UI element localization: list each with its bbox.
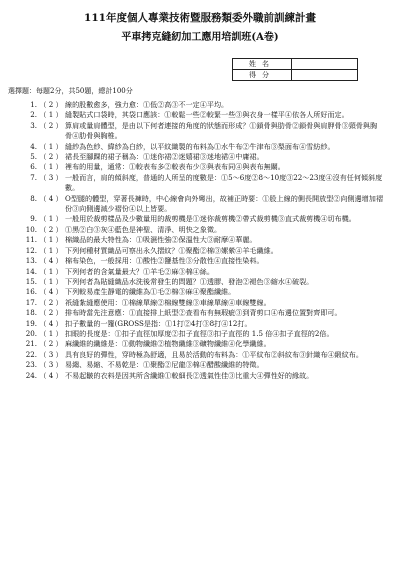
question-number: 17. bbox=[25, 297, 37, 307]
question-text: 下列較易產生靜電的纖維為①毛②棉③麻④聚酯纖維。 bbox=[65, 287, 236, 297]
question-item bbox=[0, 350, 400, 360]
question-text: 具有良好的彈性，穿時極為舒適，且易於活動的布料為：①平紋布②斜紋布③針織布④緞紋布。 bbox=[65, 349, 363, 359]
question-number: 20. bbox=[25, 328, 37, 338]
question-number: 2. bbox=[30, 110, 37, 120]
question-answer: （ 3 ） bbox=[39, 360, 63, 370]
question-answer: （ 2 ） bbox=[39, 339, 63, 349]
question-answer: （ 4 ） bbox=[39, 287, 63, 297]
question-answer: （ 1 ） bbox=[39, 235, 63, 245]
question-text: 易縐、易縮、不易乾是：①聚酯②尼龍③棉④醋酸纖維的特徵。 bbox=[65, 360, 264, 370]
question-item bbox=[0, 214, 400, 224]
question-item bbox=[0, 162, 400, 172]
question-text: 裙長至腳踝的裙子稱為：①迷你裙②迷嬉裙③迷地裙④中庸裙。 bbox=[65, 152, 264, 162]
question-item bbox=[0, 142, 400, 152]
question-number: 18. bbox=[25, 308, 37, 318]
question-number: 5. bbox=[30, 152, 37, 162]
question-answer: （ 3 ） bbox=[39, 172, 63, 182]
question-answer: （ 4 ） bbox=[39, 193, 63, 203]
score-label: 得分 bbox=[233, 70, 292, 81]
exam-title: 111年度個人專業技術暨服務類委外職前訓練計畫 bbox=[84, 12, 316, 24]
question-item bbox=[0, 246, 400, 256]
question-text: O型腿的體型，穿著長褲時，中心線會向外彎出，故補正時要：①股上線的側長開放型②向側邊增加褶份③向側邊減少褶份④以上皆要。 bbox=[65, 193, 383, 214]
question-answer: （ 4 ） bbox=[39, 318, 63, 328]
question-number: 7. bbox=[30, 172, 37, 182]
question-text: 算肩或量肩體型，是由以下何者連接的角度的狀態而形成？①鎖骨與肋骨②鎖骨與肩胛骨③頸骨與胸骨④肋骨與胸椎。 bbox=[65, 120, 378, 141]
question-answer: （ 1 ） bbox=[39, 245, 63, 255]
name-label: 姓名 bbox=[233, 59, 292, 70]
question-number: 23. bbox=[25, 360, 37, 370]
question-number: 22. bbox=[25, 349, 37, 359]
question-text: 縫製貼式口袋時，其袋口應該：①較鬆一些②較緊一些③與衣身一樣平④依各人所好而定。 bbox=[65, 110, 349, 120]
question-text: 一般用於裁剪樣品及少數量用的裁剪機是①迷你裁剪機②帶式裁剪機③直式裁剪機④切布機。 bbox=[65, 214, 356, 224]
question-number: 6. bbox=[30, 162, 37, 172]
question-text: 麻纖維的纖維是：①動物纖維②植物纖維③礦物纖維④化學纖維。 bbox=[65, 339, 271, 349]
question-number: 8. bbox=[30, 193, 37, 203]
question-answer: （ 2 ） bbox=[39, 224, 63, 234]
question-answer: （ 1 ） bbox=[39, 110, 63, 120]
question-item bbox=[0, 371, 400, 381]
question-item bbox=[0, 235, 400, 245]
question-item bbox=[0, 277, 400, 287]
question-text: 祇縫紮縫應使用：①棉線單線②棉線雙線③車線單線④車線雙線。 bbox=[65, 297, 271, 307]
question-item bbox=[0, 360, 400, 370]
question-text: 縫紗為色紗、緯紗為白紗，以平紋織製的布料為①水牛布②牛津布③梨面布④雪紡紗。 bbox=[65, 141, 335, 151]
question-item bbox=[0, 319, 400, 329]
question-answer: （ 1 ） bbox=[39, 328, 63, 338]
question-text: 不易起皺的衣料是因其所含纖維①較細長②透氣性佳③比重大④彈性好的緣故。 bbox=[65, 370, 314, 380]
question-text: 排布時當先注意應：①直接排上紙型②查看布有無瑕疵③到背剪口④布邊位置對齊即可。 bbox=[65, 308, 342, 318]
question-item bbox=[0, 256, 400, 266]
question-item bbox=[0, 121, 400, 142]
question-answer: （ 3 ） bbox=[39, 349, 63, 359]
question-item bbox=[0, 100, 400, 110]
question-number: 9. bbox=[30, 214, 37, 224]
question-answer: （ 2 ） bbox=[39, 297, 63, 307]
question-text: 裡布的用量，通常：①較表布多②較表布少③與表布同④與表布無關。 bbox=[65, 162, 285, 172]
score-field[interactable] bbox=[292, 70, 358, 81]
question-answer: （ 1 ） bbox=[39, 276, 63, 286]
question-text: 扣眼的長度是：①扣子直徑加厚度②扣子直徑③扣子直徑的 1.5 倍④扣子直徑的2倍。 bbox=[65, 328, 334, 338]
question-text: 下列何者的含氣量最大？①羊毛②麻③棉④絲。 bbox=[65, 266, 214, 276]
question-item bbox=[0, 152, 400, 162]
question-number: 1. bbox=[30, 100, 37, 109]
question-text: 一般而言，肩的傾斜度，普通的人所呈的度數是：①5～6度②8～10度③22～23度④沒有任何傾斜度數。 bbox=[65, 172, 383, 193]
name-field[interactable] bbox=[292, 59, 358, 70]
question-item bbox=[0, 194, 400, 215]
question-number: 16. bbox=[25, 287, 37, 297]
question-answer: （ 4 ） bbox=[39, 256, 63, 266]
question-number: 10. bbox=[25, 224, 37, 234]
question-answer: （ 1 ） bbox=[39, 266, 63, 276]
question-item bbox=[0, 225, 400, 235]
question-item bbox=[0, 287, 400, 297]
question-answer: （ 1 ） bbox=[39, 214, 63, 224]
question-answer: （ 2 ） bbox=[39, 120, 63, 130]
question-number: 3. bbox=[30, 120, 37, 130]
question-number: 21. bbox=[25, 339, 37, 349]
question-list bbox=[0, 100, 400, 381]
question-item bbox=[0, 267, 400, 277]
question-number: 4. bbox=[30, 141, 37, 151]
question-item bbox=[0, 329, 400, 339]
question-item bbox=[0, 298, 400, 308]
question-number: 24. bbox=[25, 370, 37, 380]
question-item bbox=[0, 110, 400, 120]
instructions: 選擇題：每題2分，共50題，總計100分 bbox=[8, 87, 133, 95]
question-answer: （ 4 ） bbox=[39, 370, 63, 380]
question-number: 14. bbox=[25, 266, 37, 276]
question-answer: （ 2 ） bbox=[39, 100, 63, 109]
question-number: 13. bbox=[25, 256, 37, 266]
question-text: 棉布染色，一般採用：①酸性②鹽基性③分散性④直接性染料。 bbox=[65, 256, 264, 266]
question-item bbox=[0, 308, 400, 318]
question-number: 12. bbox=[25, 245, 37, 255]
question-text: 線的股數愈多，強力愈：①低②高③不一定④平均。 bbox=[65, 100, 229, 109]
question-answer: （ 1 ） bbox=[39, 162, 63, 172]
question-number: 11. bbox=[25, 235, 37, 245]
exam-subtitle: 平車拷克縫紉加工應用培訓班(A卷) bbox=[121, 32, 279, 43]
name-score-box bbox=[232, 58, 358, 81]
question-answer: （ 1 ） bbox=[39, 141, 63, 151]
question-number: 15. bbox=[25, 276, 37, 286]
question-text: ①黑②白③灰④藍色是神聖、清淨、明快之象徵。 bbox=[65, 224, 222, 234]
question-text: 下列何種材質織品可察出永久摺紋？①聚酯②棉③嫘縈④羊毛纖維。 bbox=[65, 245, 278, 255]
question-number: 19. bbox=[25, 318, 37, 328]
question-answer: （ 2 ） bbox=[39, 152, 63, 162]
question-text: 扣子數量的一籮(GROSS是指：①1打②4打③8打④12打。 bbox=[65, 318, 252, 328]
question-item bbox=[0, 173, 400, 194]
question-text: 下列何者為貼縫織品水洗後常發生的問題？①透膠、發泡②褪色③縮水④破裂。 bbox=[65, 276, 314, 286]
question-item bbox=[0, 339, 400, 349]
question-answer: （ 2 ） bbox=[39, 308, 63, 318]
question-text: 棉織品的最大特性為：①吸濕性強②保溫性大③耐摩④華麗。 bbox=[65, 235, 257, 245]
